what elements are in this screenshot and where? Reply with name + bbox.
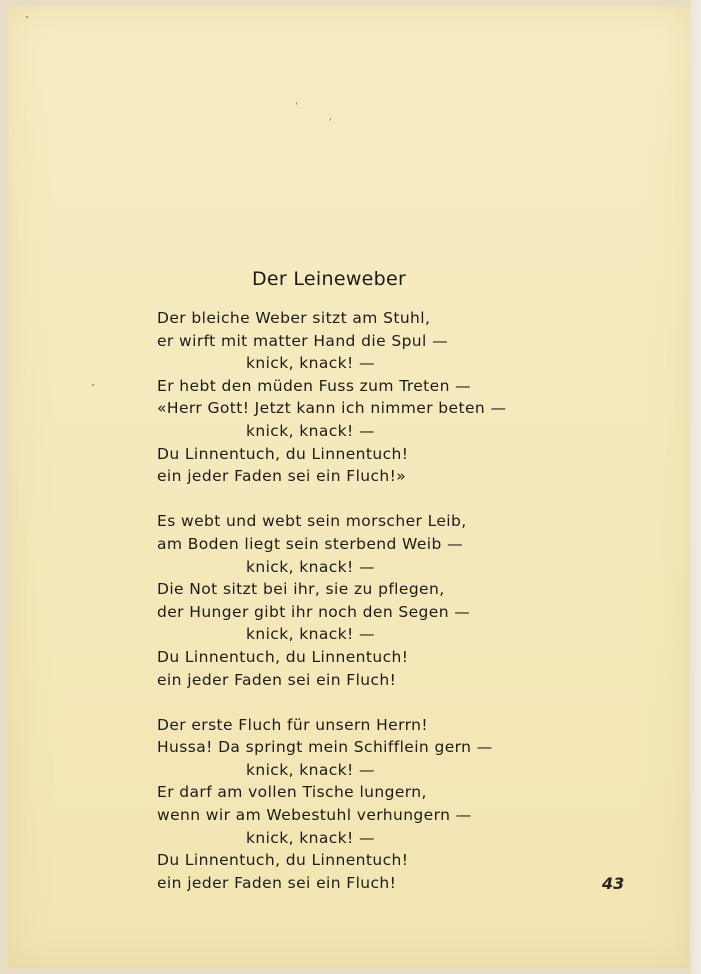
verse-line: ein jeder Faden sei ein Fluch!»	[157, 467, 407, 486]
verse-line: ein jeder Faden sei ein Fluch!	[157, 670, 397, 689]
verse-line: ein jeder Faden sei ein Fluch!	[157, 873, 397, 892]
verse-line: Der bleiche Weber sitzt am Stuhl,	[157, 309, 431, 327]
refrain-line: knick, knack! —	[246, 354, 375, 373]
poem-body	[157, 307, 677, 917]
verse-line: wenn wir am Webestuhl verhungern —	[157, 806, 472, 825]
paper-speck	[330, 118, 331, 121]
stanza	[157, 510, 677, 691]
stanza	[157, 714, 677, 895]
verse-line: Der erste Fluch für unsern Herrn!	[157, 715, 428, 734]
refrain-line: knick, knack! —	[246, 828, 375, 847]
stanza	[157, 307, 677, 488]
verse-line: Du Linnentuch, du Linnentuch!	[157, 647, 409, 666]
verse-line: er wirft mit matter Hand die Spul —	[157, 331, 448, 350]
verse-line: Du Linnentuch, du Linnentuch!	[157, 851, 409, 870]
verse-line: Er darf am vollen Tische lungern,	[157, 783, 427, 802]
verse-line: Es webt und webt sein morscher Leib,	[157, 512, 467, 531]
verse-line: am Boden liegt sein sterbend Weib —	[157, 534, 463, 553]
verse-line: Du Linnentuch, du Linnentuch!	[157, 444, 409, 463]
verse-line: der Hunger gibt ihr noch den Segen —	[157, 602, 471, 621]
page-edge	[690, 0, 701, 974]
poem-title: Der Leineweber	[252, 268, 407, 290]
verse-line: Hussa! Da springt mein Schifflein gern —	[157, 738, 493, 757]
verse-line: Die Not sitzt bei ihr, sie zu pflegen,	[157, 580, 445, 599]
paper-speck	[26, 16, 28, 18]
verse-line: Er hebt den müden Fuss zum Treten —	[157, 376, 472, 395]
refrain-line: knick, knack! —	[246, 625, 375, 644]
verse-line: «Herr Gott! Jetzt kann ich nimmer beten —	[157, 399, 507, 418]
paper-speck	[296, 102, 297, 105]
paper-speck	[92, 384, 94, 386]
page-number: 43	[602, 874, 625, 893]
refrain-line: knick, knack! —	[246, 421, 375, 440]
refrain-line: knick, knack! —	[246, 557, 375, 576]
refrain-line: knick, knack! —	[246, 760, 375, 779]
